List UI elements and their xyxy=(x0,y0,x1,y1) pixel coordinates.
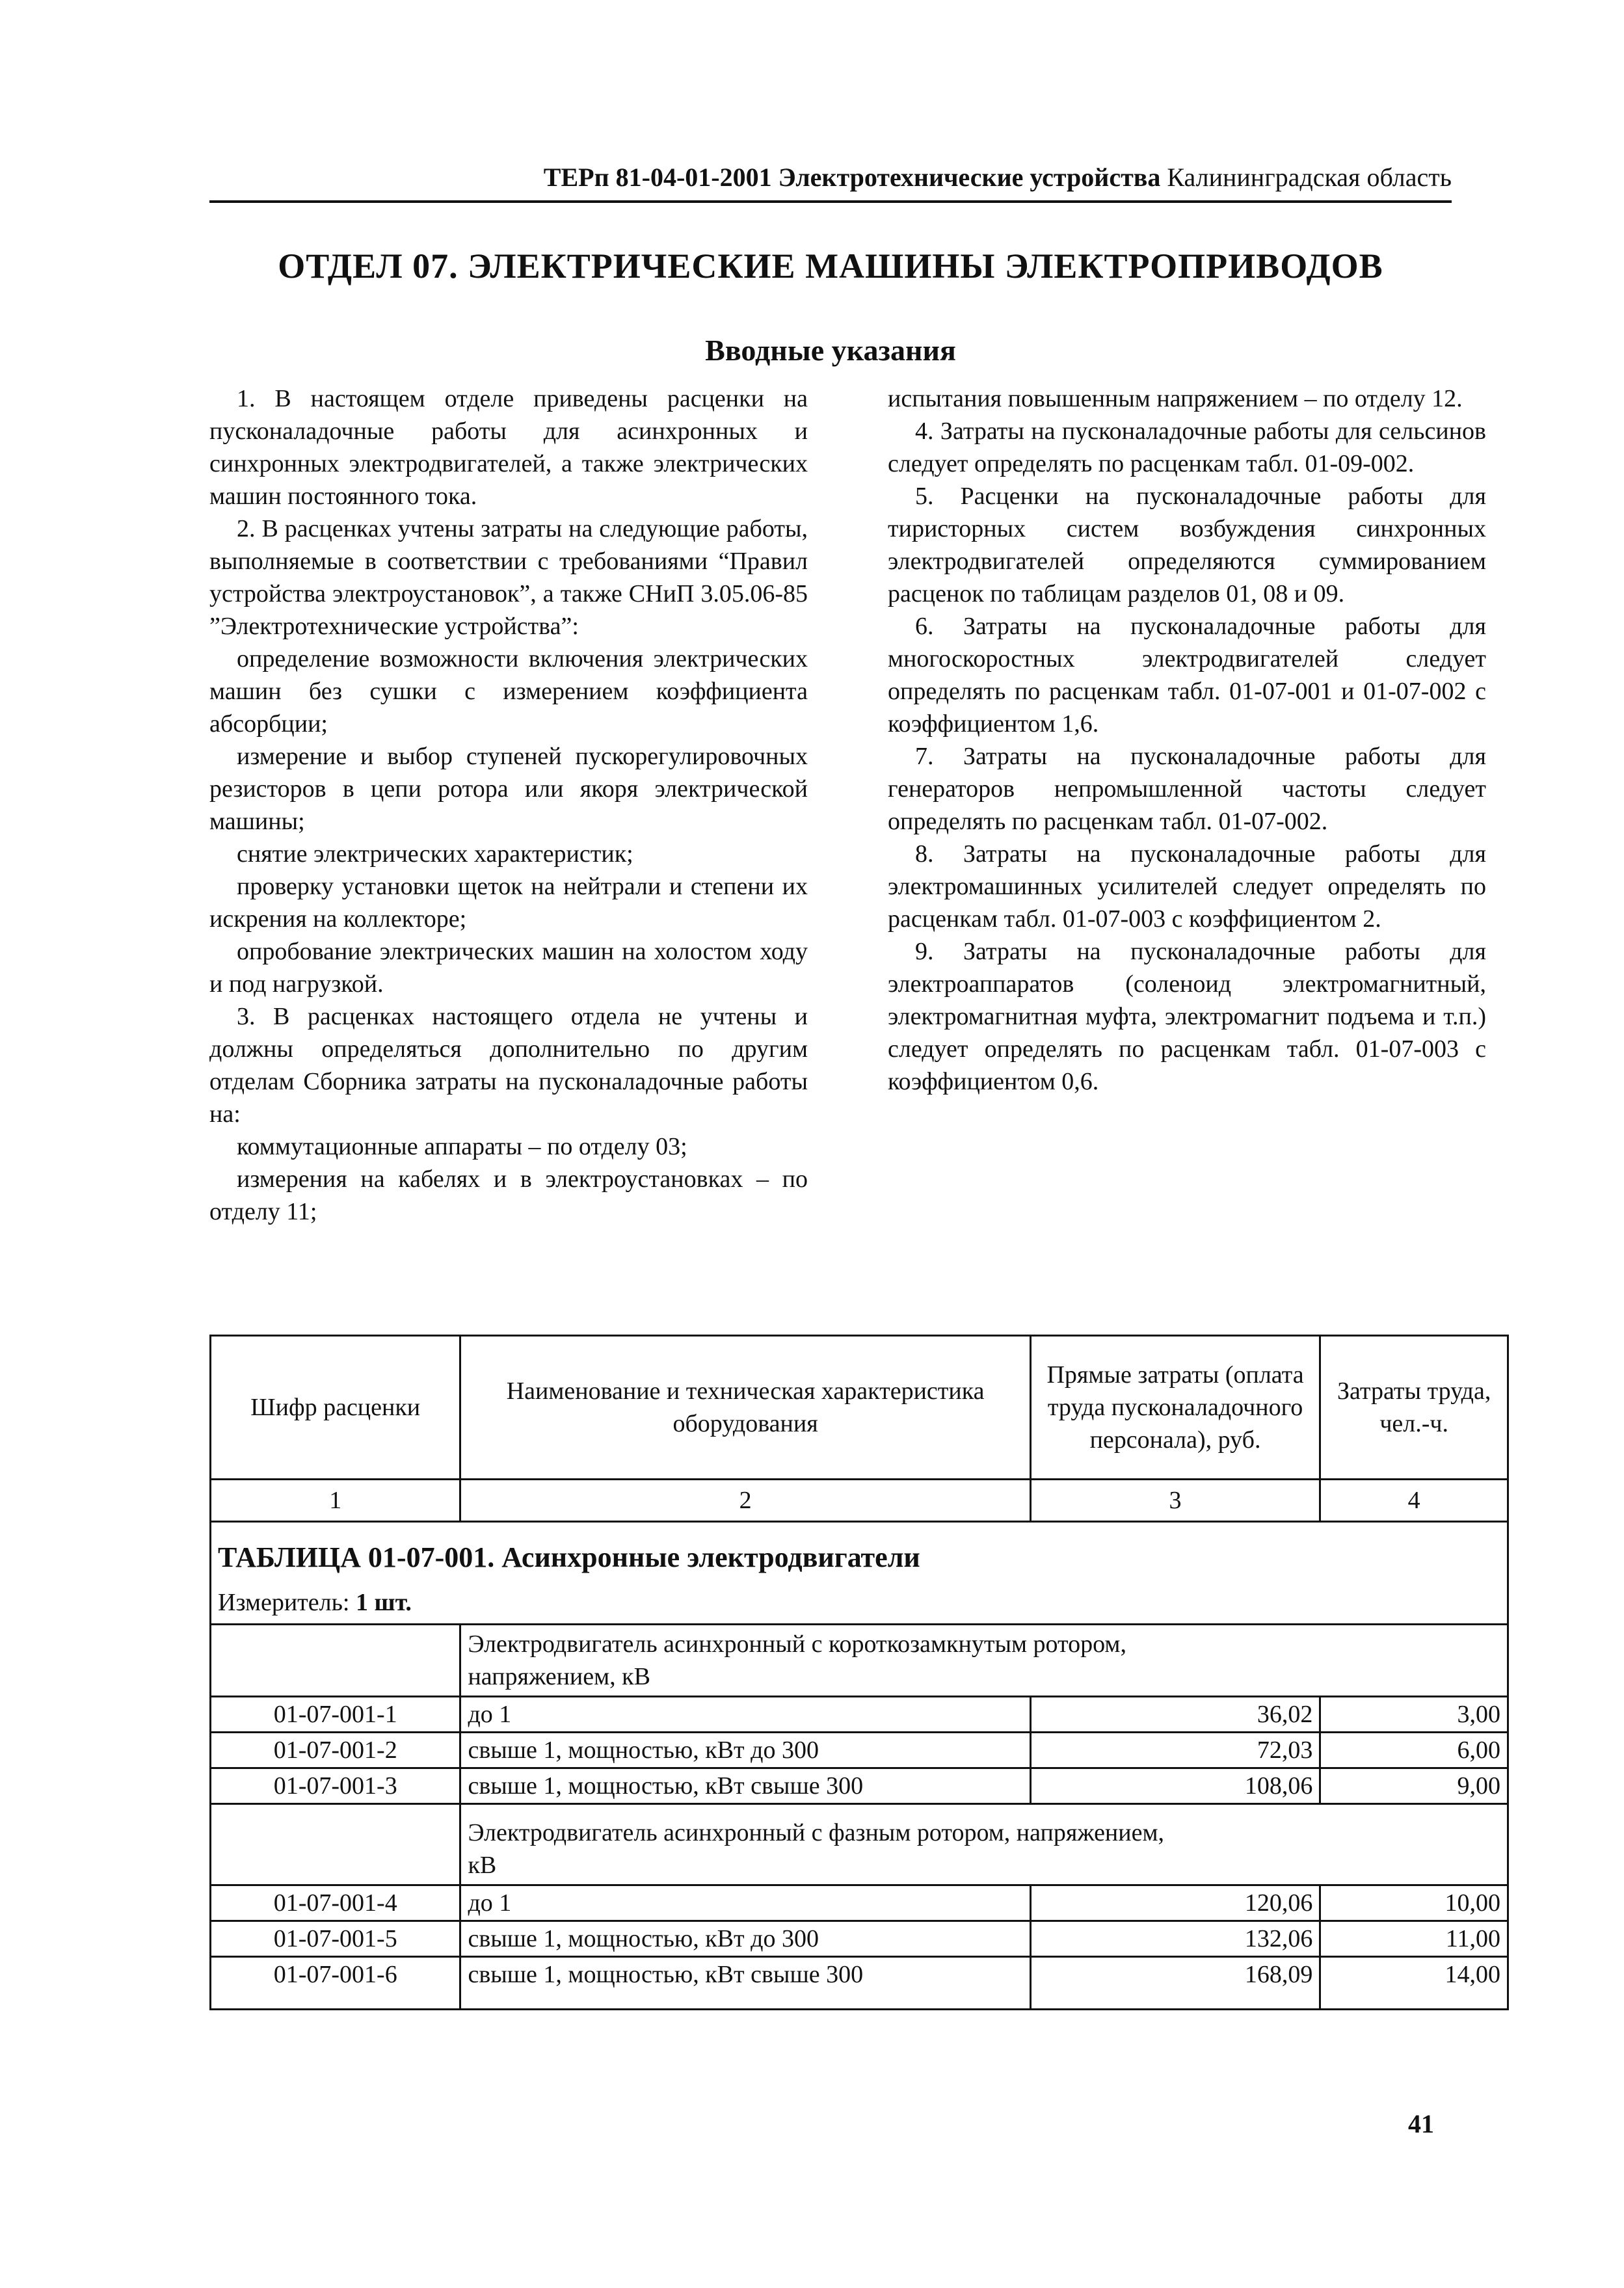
rate-code: 01-07-001-4 xyxy=(211,1885,460,1921)
paragraph: 3. В расценках настоящего отдела не учтены и должны определяться дополнительно по другим отделам Сборника затраты на пусконаладочные работы на: xyxy=(209,1003,808,1128)
equipment-name: свыше 1, мощностью, кВт свыше 300 xyxy=(460,1957,1030,2010)
labor-cost: 11,00 xyxy=(1320,1921,1508,1957)
empty-cell xyxy=(211,1625,460,1697)
table-title: ТАБЛИЦА 01-07-001. Асинхронные электродвигатели xyxy=(211,1522,1508,1586)
section-title: ОТДЕЛ 07. ЭЛЕКТРИЧЕСКИЕ МАШИНЫ ЭЛЕКТРОПРИВОДОВ xyxy=(278,246,1383,286)
equipment-name: до 1 xyxy=(460,1697,1030,1733)
table-header-row xyxy=(211,1336,1508,1480)
header-cost-col: Прямые затраты (оплата труда пусконаладочного персонала), руб. xyxy=(1030,1336,1320,1480)
header-subject: Электротехнические устройства xyxy=(778,163,1161,192)
paragraph: измерения на кабелях и в электроустановках – по отделу 11; xyxy=(209,1165,808,1225)
equipment-name: свыше 1, мощностью, кВт до 300 xyxy=(460,1921,1030,1957)
table-row xyxy=(211,1885,1508,1921)
labor-cost: 9,00 xyxy=(1320,1768,1508,1804)
paragraph: 2. В расценках учтены затраты на следующие работы, выполняемые в соответствии с требованиями “Правил устройства электроустановок”, а также СНиП 3.05.06-85 ”Электротехнические устройства”: xyxy=(209,515,808,640)
equipment-name: свыше 1, мощностью, кВт свыше 300 xyxy=(460,1768,1030,1804)
group-description: Электродвигатель асинхронный с фазным ротором, напряжением, кВ xyxy=(460,1804,1508,1885)
column-number: 1 xyxy=(211,1480,460,1522)
paragraph: 8. Затраты на пусконаладочные работы для электромашинных усилителей следует определять по расценкам табл. 01-07-003 с коэффициентом 2. xyxy=(888,840,1486,933)
rate-code: 01-07-001-6 xyxy=(211,1957,460,2010)
table-row xyxy=(211,1957,1508,2010)
group-description: Электродвигатель асинхронный с короткозамкнутым ротором, напряжением, кВ xyxy=(460,1625,1508,1697)
paragraph: 5. Расценки на пусконаладочные работы для тиристорных систем возбуждения синхронных электродвигателей определяются суммированием расценок по таблицам разделов 01, 08 и 09. xyxy=(888,483,1486,607)
direct-cost: 120,06 xyxy=(1030,1885,1320,1921)
table-title-row xyxy=(211,1522,1508,1586)
running-header xyxy=(209,155,1452,203)
meter-label: Измеритель: xyxy=(218,1589,350,1616)
empty-cell xyxy=(211,1804,460,1885)
table-row xyxy=(211,1697,1508,1733)
right-column xyxy=(888,382,1486,1098)
column-number: 3 xyxy=(1030,1480,1320,1522)
direct-cost: 108,06 xyxy=(1030,1768,1320,1804)
table-row xyxy=(211,1921,1508,1957)
paragraph: определение возможности включения электрических машин без сушки с измерением коэффициента абсорбции; xyxy=(209,645,808,738)
rate-code: 01-07-001-1 xyxy=(211,1697,460,1733)
paragraph: 7. Затраты на пусконаладочные работы для генераторов непромышленной частоты следует определять по расценкам табл. 01-07-002. xyxy=(888,743,1486,835)
group-description-row xyxy=(211,1625,1508,1697)
paragraph: измерение и выбор ступеней пускорегулировочных резисторов в цепи ротора или якоря электрической машины; xyxy=(209,743,808,835)
paragraph: 4. Затраты на пусконаладочные работы для сельсинов следует определять по расценкам табл. 01-09-002. xyxy=(888,418,1486,477)
rate-code: 01-07-001-3 xyxy=(211,1768,460,1804)
intro-title: Вводные указания xyxy=(705,334,956,367)
paragraph: 1. В настоящем отделе приведены расценки на пусконаладочные работы для асинхронных и синхронных электродвигателей, а также электрических машин постоянного тока. xyxy=(209,385,808,510)
direct-cost: 36,02 xyxy=(1030,1697,1320,1733)
direct-cost: 72,03 xyxy=(1030,1733,1320,1768)
header-region: Калининградская область xyxy=(1167,163,1452,192)
paragraph: опробование электрических машин на холостом ходу и под нагрузкой. xyxy=(209,938,808,998)
paragraph: коммутационные аппараты – по отделу 03; xyxy=(237,1133,687,1160)
paragraph: 6. Затраты на пусконаладочные работы для многоскоростных электродвигателей следует определять по расценкам табл. 01-07-001 и 01-07-002 с коэффициентом 1,6. xyxy=(888,613,1486,738)
meter-value: 1 шт. xyxy=(356,1589,412,1616)
direct-cost: 132,06 xyxy=(1030,1921,1320,1957)
header-name-col: Наименование и техническая характеристика оборудования xyxy=(460,1336,1030,1480)
equipment-name: до 1 xyxy=(460,1885,1030,1921)
rate-code: 01-07-001-2 xyxy=(211,1733,460,1768)
page-number: 41 xyxy=(1408,2109,1434,2138)
header-labor-col: Затраты труда, чел.-ч. xyxy=(1320,1336,1508,1480)
rate-code: 01-07-001-5 xyxy=(211,1921,460,1957)
labor-cost: 10,00 xyxy=(1320,1885,1508,1921)
labor-cost: 14,00 xyxy=(1320,1957,1508,2010)
rates-table xyxy=(209,1335,1509,2010)
group-description-row xyxy=(211,1804,1508,1885)
labor-cost: 6,00 xyxy=(1320,1733,1508,1768)
paragraph: испытания повышенным напряжением – по отделу 12. xyxy=(888,385,1463,412)
paragraph: проверку установки щеток на нейтрали и степени их искрения на коллекторе; xyxy=(209,873,808,933)
column-number: 2 xyxy=(460,1480,1030,1522)
meter-row xyxy=(211,1586,1508,1625)
paragraph: 9. Затраты на пусконаладочные работы для электроаппаратов (соленоид электромагнитный, электромагнитная муфта, электромагнит подъема и т.п.) следует определять по расценкам табл. 01-07-003 с коэффициентом 0,6. xyxy=(888,938,1486,1095)
column-number-row xyxy=(211,1480,1508,1522)
meter xyxy=(211,1586,1508,1625)
paragraph: снятие электрических характеристик; xyxy=(237,840,633,868)
header-code-col: Шифр расценки xyxy=(211,1336,460,1480)
table-row xyxy=(211,1733,1508,1768)
left-column xyxy=(209,382,808,1228)
direct-cost: 168,09 xyxy=(1030,1957,1320,2010)
equipment-name: свыше 1, мощностью, кВт до 300 xyxy=(460,1733,1030,1768)
header-code: ТЕРп 81-04-01-2001 xyxy=(543,163,772,192)
labor-cost: 3,00 xyxy=(1320,1697,1508,1733)
table-row xyxy=(211,1768,1508,1804)
column-number: 4 xyxy=(1320,1480,1508,1522)
